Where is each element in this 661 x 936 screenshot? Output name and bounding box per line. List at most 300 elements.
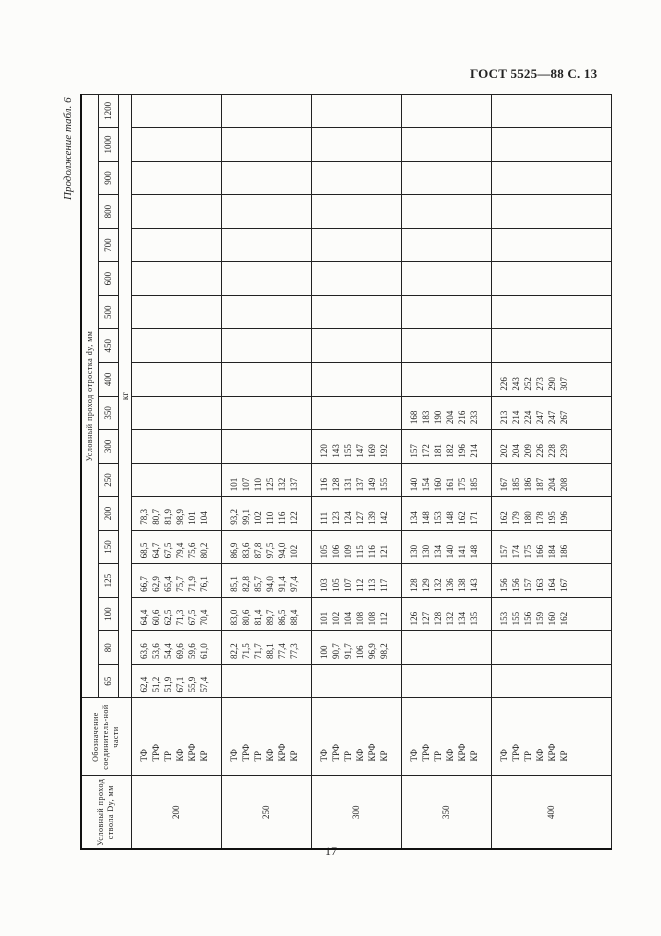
weight-value: 97,5 bbox=[264, 542, 275, 559]
weight-cell bbox=[221, 396, 311, 430]
weight-cell bbox=[491, 94, 611, 128]
designation: КФ bbox=[444, 748, 455, 762]
weight-cell bbox=[131, 94, 221, 128]
designation: КФ bbox=[264, 748, 275, 762]
table-row bbox=[311, 94, 401, 849]
weight-cell bbox=[221, 530, 311, 564]
weight-value: 157 bbox=[408, 444, 419, 458]
weight-value: 147 bbox=[354, 444, 365, 458]
weight-cell bbox=[131, 329, 221, 363]
weight-value: 53,6 bbox=[150, 643, 161, 659]
weight-value: 213 bbox=[498, 410, 509, 425]
weight-value: 132 bbox=[444, 611, 455, 626]
designation: ТР bbox=[522, 750, 533, 762]
weight-cell bbox=[221, 597, 311, 631]
weight-value: 208 bbox=[558, 477, 569, 492]
weight-cell bbox=[311, 195, 401, 229]
weight-value: 157 bbox=[498, 544, 509, 559]
designation: ТРФ bbox=[150, 744, 161, 762]
designation: ТФ bbox=[408, 749, 419, 762]
weight-cell bbox=[131, 161, 221, 195]
weight-value: 75,7 bbox=[174, 576, 185, 592]
weight-value: 196 bbox=[456, 444, 467, 458]
weight-cell bbox=[221, 564, 311, 598]
weight-cell bbox=[491, 195, 611, 229]
weight-value: 77,4 bbox=[276, 643, 287, 659]
weight-value: 104 bbox=[342, 611, 353, 626]
weight-value: 122 bbox=[288, 511, 299, 525]
weight-cell bbox=[311, 295, 401, 329]
header-branch-150: 150 bbox=[98, 530, 118, 564]
header-branch-65: 65 bbox=[98, 664, 118, 698]
weight-cell bbox=[221, 664, 311, 698]
weight-value: 63,6 bbox=[138, 643, 149, 659]
weight-cell bbox=[401, 430, 491, 464]
weight-cell bbox=[311, 564, 401, 598]
weight-cell bbox=[401, 564, 491, 598]
weight-value: 71,9 bbox=[186, 576, 197, 592]
weight-value: 196 bbox=[558, 511, 569, 525]
header-unit: кг bbox=[118, 94, 131, 698]
weight-value: 105 bbox=[330, 578, 341, 592]
weight-value: 131 bbox=[342, 477, 353, 492]
weight-cell bbox=[491, 564, 611, 598]
weight-cell bbox=[491, 161, 611, 195]
stem-size: 400 bbox=[491, 776, 611, 849]
weight-value: 181 bbox=[432, 444, 443, 458]
weight-value: 161 bbox=[444, 477, 455, 492]
designation: ТРФ bbox=[240, 744, 251, 762]
weight-value: 162 bbox=[456, 511, 467, 525]
weight-value: 125 bbox=[264, 477, 275, 492]
weight-value: 153 bbox=[498, 611, 509, 626]
weight-value: 117 bbox=[378, 578, 389, 592]
designation: КРФ bbox=[546, 743, 557, 762]
weight-value: 127 bbox=[354, 511, 365, 525]
weight-value: 167 bbox=[558, 578, 569, 592]
weight-value: 140 bbox=[408, 477, 419, 492]
weight-cell bbox=[311, 329, 401, 363]
weight-cell bbox=[491, 329, 611, 363]
stem-size: 250 bbox=[221, 776, 311, 849]
weight-value: 184 bbox=[546, 544, 557, 559]
weight-value: 68,5 bbox=[138, 542, 149, 559]
weight-value: 81,9 bbox=[162, 509, 173, 525]
weight-value: 160 bbox=[432, 477, 443, 492]
weight-value: 85,1 bbox=[228, 576, 239, 592]
weight-value: 239 bbox=[558, 444, 569, 458]
header-branch-250: 250 bbox=[98, 463, 118, 497]
weight-value: 159 bbox=[534, 611, 545, 626]
table-row bbox=[131, 94, 221, 849]
weight-cell bbox=[401, 295, 491, 329]
designation-list bbox=[131, 698, 221, 776]
weight-cell bbox=[131, 295, 221, 329]
weight-value: 77,3 bbox=[288, 643, 299, 659]
weight-cell bbox=[131, 564, 221, 598]
weight-value: 155 bbox=[510, 611, 521, 626]
designation: КРФ bbox=[456, 743, 467, 762]
header-branch-1000: 1000 bbox=[98, 128, 118, 162]
weight-value: 156 bbox=[510, 578, 521, 592]
weight-value: 66,7 bbox=[138, 576, 149, 592]
weight-value: 209 bbox=[522, 444, 533, 458]
designation-list bbox=[221, 698, 311, 776]
weight-value: 182 bbox=[444, 444, 455, 458]
weight-value: 226 bbox=[498, 377, 509, 391]
weight-cell bbox=[131, 631, 221, 665]
weight-value: 134 bbox=[456, 611, 467, 626]
weight-value: 57,4 bbox=[198, 676, 209, 693]
weight-value: 128 bbox=[330, 477, 341, 492]
weight-value: 153 bbox=[432, 511, 443, 525]
weight-value: 104 bbox=[198, 511, 209, 525]
weight-value: 61,0 bbox=[198, 643, 209, 659]
weight-value: 80,7 bbox=[150, 509, 161, 525]
weight-value: 190 bbox=[432, 410, 443, 425]
weight-value: 128 bbox=[408, 578, 419, 592]
designation: КРФ bbox=[276, 743, 287, 762]
weight-cell bbox=[491, 228, 611, 262]
designation: КР bbox=[378, 750, 389, 762]
designation: КР bbox=[198, 750, 209, 762]
weight-value: 216 bbox=[456, 410, 467, 425]
weight-cell bbox=[401, 195, 491, 229]
weight-value: 186 bbox=[558, 544, 569, 559]
weight-value: 247 bbox=[534, 410, 545, 425]
weight-cell bbox=[221, 195, 311, 229]
weight-value: 112 bbox=[354, 578, 365, 592]
weight-table bbox=[80, 94, 612, 850]
weight-value: 137 bbox=[354, 477, 365, 492]
weight-value: 130 bbox=[420, 544, 431, 559]
weight-value: 214 bbox=[510, 410, 521, 425]
weight-cell bbox=[491, 295, 611, 329]
weight-value: 64,7 bbox=[150, 542, 161, 559]
table-continuation-label: Продолжение табл. 6 bbox=[62, 97, 74, 200]
weight-value: 171 bbox=[468, 511, 479, 525]
header-branch-size: Условный проход отростка dy, мм bbox=[81, 94, 98, 698]
weight-value: 224 bbox=[522, 410, 533, 425]
weight-value: 202 bbox=[498, 444, 509, 458]
weight-value: 204 bbox=[510, 444, 521, 458]
weight-value: 94,0 bbox=[276, 542, 287, 559]
designation: ТРФ bbox=[330, 744, 341, 762]
weight-value: 67,1 bbox=[174, 676, 185, 693]
designation: ТР bbox=[162, 750, 173, 762]
weight-cell bbox=[491, 430, 611, 464]
weight-cell bbox=[221, 128, 311, 162]
weight-value: 98,9 bbox=[174, 509, 185, 525]
weight-cell bbox=[311, 430, 401, 464]
weight-value: 86,5 bbox=[276, 609, 287, 626]
weight-cell bbox=[131, 430, 221, 464]
weight-value: 160 bbox=[546, 611, 557, 626]
weight-value: 185 bbox=[510, 477, 521, 492]
header-branch-125: 125 bbox=[98, 564, 118, 598]
weight-value: 82,8 bbox=[240, 576, 251, 592]
weight-table-rotated bbox=[80, 95, 612, 850]
weight-value: 62,9 bbox=[150, 576, 161, 592]
weight-value: 155 bbox=[378, 477, 389, 492]
weight-cell bbox=[221, 497, 311, 531]
header-branch-100: 100 bbox=[98, 597, 118, 631]
weight-value: 116 bbox=[366, 545, 377, 559]
designation-list bbox=[491, 698, 611, 776]
weight-cell bbox=[311, 631, 401, 665]
designation: ТРФ bbox=[420, 744, 431, 762]
weight-value: 156 bbox=[498, 578, 509, 592]
weight-value: 107 bbox=[240, 477, 251, 492]
weight-value: 204 bbox=[546, 477, 557, 492]
weight-value: 103 bbox=[318, 578, 329, 592]
weight-value: 187 bbox=[534, 477, 545, 492]
weight-value: 86,9 bbox=[228, 542, 239, 559]
weight-cell bbox=[221, 161, 311, 195]
weight-value: 140 bbox=[444, 544, 455, 559]
weight-cell bbox=[491, 597, 611, 631]
header-branch-1200: 1200 bbox=[98, 94, 118, 128]
weight-value: 139 bbox=[366, 511, 377, 525]
weight-cell bbox=[221, 363, 311, 397]
weight-value: 79,4 bbox=[174, 542, 185, 559]
weight-value: 110 bbox=[264, 511, 275, 525]
weight-value: 108 bbox=[354, 611, 365, 626]
weight-value: 148 bbox=[420, 511, 431, 525]
weight-value: 101 bbox=[318, 611, 329, 626]
weight-cell bbox=[401, 228, 491, 262]
weight-value: 115 bbox=[354, 545, 365, 559]
weight-cell bbox=[221, 430, 311, 464]
weight-value: 148 bbox=[468, 544, 479, 559]
weight-value: 83,6 bbox=[240, 542, 251, 559]
weight-value: 80,6 bbox=[240, 609, 251, 626]
designation: ТР bbox=[432, 750, 443, 762]
header-designation: Обозначение соединитель-ной части bbox=[81, 698, 131, 776]
weight-value: 65,4 bbox=[162, 576, 173, 592]
weight-cell bbox=[221, 463, 311, 497]
weight-value: 148 bbox=[444, 511, 455, 525]
weight-value: 195 bbox=[546, 511, 557, 525]
header-stem-size: Условный проход ствола Dy, мм bbox=[81, 776, 131, 849]
weight-value: 88,1 bbox=[264, 643, 275, 659]
stem-size: 350 bbox=[401, 776, 491, 849]
header-branch-800: 800 bbox=[98, 195, 118, 229]
weight-cell bbox=[131, 363, 221, 397]
weight-value: 228 bbox=[546, 444, 557, 458]
weight-cell bbox=[491, 497, 611, 531]
weight-cell bbox=[401, 664, 491, 698]
weight-value: 179 bbox=[510, 511, 521, 525]
weight-cell bbox=[221, 262, 311, 296]
weight-value: 62,4 bbox=[138, 676, 149, 693]
weight-value: 106 bbox=[354, 645, 365, 659]
designation: ТФ bbox=[138, 749, 149, 762]
weight-value: 307 bbox=[558, 377, 569, 391]
weight-cell bbox=[311, 597, 401, 631]
stem-size: 300 bbox=[311, 776, 401, 849]
weight-value: 247 bbox=[546, 410, 557, 425]
weight-value: 166 bbox=[534, 544, 545, 559]
weight-cell bbox=[131, 664, 221, 698]
weight-value: 67,5 bbox=[186, 609, 197, 626]
weight-value: 80,2 bbox=[198, 542, 209, 559]
weight-cell bbox=[491, 128, 611, 162]
weight-value: 105 bbox=[318, 544, 329, 559]
weight-value: 174 bbox=[510, 544, 521, 559]
page-number: 17 bbox=[325, 844, 337, 858]
weight-value: 149 bbox=[366, 477, 377, 492]
weight-value: 243 bbox=[510, 377, 521, 391]
designation: ТР bbox=[342, 750, 353, 762]
weight-value: 130 bbox=[408, 544, 419, 559]
weight-cell bbox=[311, 128, 401, 162]
weight-cell bbox=[491, 631, 611, 665]
weight-cell bbox=[491, 363, 611, 397]
weight-value: 107 bbox=[342, 578, 353, 592]
weight-cell bbox=[401, 128, 491, 162]
weight-cell bbox=[401, 329, 491, 363]
weight-value: 157 bbox=[522, 578, 533, 592]
designation: ТФ bbox=[318, 749, 329, 762]
weight-cell bbox=[131, 597, 221, 631]
weight-value: 91,4 bbox=[276, 576, 287, 592]
weight-value: 124 bbox=[342, 511, 353, 525]
designation: КРФ bbox=[186, 743, 197, 762]
page-header: ГОСТ 5525—88 С. 13 bbox=[470, 66, 598, 81]
weight-cell bbox=[311, 497, 401, 531]
weight-cell bbox=[311, 161, 401, 195]
weight-cell bbox=[221, 94, 311, 128]
weight-value: 267 bbox=[558, 410, 569, 425]
weight-value: 75,6 bbox=[186, 542, 197, 559]
header-branch-350: 350 bbox=[98, 396, 118, 430]
weight-cell bbox=[311, 228, 401, 262]
weight-value: 252 bbox=[522, 377, 533, 391]
weight-cell bbox=[131, 530, 221, 564]
weight-value: 156 bbox=[522, 611, 533, 626]
weight-cell bbox=[401, 631, 491, 665]
table-row bbox=[401, 94, 491, 849]
weight-value: 51,2 bbox=[150, 676, 161, 693]
weight-value: 98,2 bbox=[378, 643, 389, 659]
weight-cell bbox=[401, 597, 491, 631]
weight-cell bbox=[131, 497, 221, 531]
header-branch-500: 500 bbox=[98, 295, 118, 329]
designation: КР bbox=[468, 750, 479, 762]
weight-value: 99,1 bbox=[240, 509, 251, 525]
designation: ТФ bbox=[228, 749, 239, 762]
weight-value: 180 bbox=[522, 511, 533, 525]
weight-value: 121 bbox=[378, 544, 389, 559]
weight-value: 88,4 bbox=[288, 609, 299, 626]
weight-value: 110 bbox=[252, 478, 263, 492]
weight-cell bbox=[491, 262, 611, 296]
weight-cell bbox=[311, 94, 401, 128]
weight-value: 102 bbox=[252, 511, 263, 525]
weight-value: 164 bbox=[546, 578, 557, 592]
weight-value: 137 bbox=[288, 477, 299, 492]
weight-cell bbox=[491, 463, 611, 497]
weight-value: 126 bbox=[408, 611, 419, 626]
table-row bbox=[221, 94, 311, 849]
weight-cell bbox=[491, 664, 611, 698]
weight-value: 214 bbox=[468, 444, 479, 458]
weight-value: 78,3 bbox=[138, 509, 149, 525]
weight-value: 106 bbox=[330, 544, 341, 559]
weight-value: 97,4 bbox=[288, 576, 299, 592]
weight-value: 100 bbox=[318, 645, 329, 659]
weight-value: 76,1 bbox=[198, 576, 209, 592]
weight-value: 67,5 bbox=[162, 542, 173, 559]
weight-value: 71,3 bbox=[174, 609, 185, 626]
weight-value: 162 bbox=[498, 511, 509, 525]
weight-value: 138 bbox=[456, 578, 467, 592]
weight-value: 134 bbox=[408, 511, 419, 525]
weight-value: 60,6 bbox=[150, 609, 161, 626]
weight-value: 69,6 bbox=[174, 643, 185, 659]
weight-cell bbox=[401, 497, 491, 531]
header-branch-700: 700 bbox=[98, 228, 118, 262]
weight-value: 94,0 bbox=[264, 576, 275, 592]
weight-cell bbox=[131, 128, 221, 162]
weight-value: 112 bbox=[378, 612, 389, 626]
weight-value: 192 bbox=[378, 444, 389, 458]
weight-value: 185 bbox=[468, 477, 479, 492]
weight-value: 273 bbox=[534, 377, 545, 391]
weight-value: 175 bbox=[456, 477, 467, 492]
weight-value: 70,4 bbox=[198, 609, 209, 626]
weight-value: 83,0 bbox=[228, 609, 239, 626]
weight-value: 172 bbox=[420, 444, 431, 458]
weight-value: 129 bbox=[420, 578, 431, 592]
weight-value: 204 bbox=[444, 410, 455, 425]
header-branch-200: 200 bbox=[98, 497, 118, 531]
weight-value: 89,7 bbox=[264, 609, 275, 626]
weight-cell bbox=[131, 463, 221, 497]
table-row bbox=[491, 94, 611, 849]
designation: КРФ bbox=[366, 743, 377, 762]
designation-list bbox=[311, 698, 401, 776]
weight-value: 141 bbox=[456, 544, 467, 559]
weight-value: 101 bbox=[186, 511, 197, 525]
weight-value: 135 bbox=[468, 611, 479, 626]
weight-value: 87,8 bbox=[252, 542, 263, 559]
weight-value: 102 bbox=[288, 544, 299, 559]
weight-cell bbox=[401, 463, 491, 497]
designation: КР bbox=[288, 750, 299, 762]
weight-value: 123 bbox=[330, 511, 341, 525]
weight-value: 51,9 bbox=[162, 676, 173, 693]
stem-size: 200 bbox=[131, 776, 221, 849]
weight-value: 169 bbox=[366, 444, 377, 458]
weight-value: 175 bbox=[522, 544, 533, 559]
weight-value: 62,5 bbox=[162, 609, 173, 626]
weight-value: 116 bbox=[276, 511, 287, 525]
designation: КФ bbox=[534, 748, 545, 762]
weight-value: 178 bbox=[534, 511, 545, 525]
weight-value: 134 bbox=[432, 544, 443, 559]
weight-cell bbox=[311, 463, 401, 497]
header-branch-300: 300 bbox=[98, 430, 118, 464]
weight-value: 233 bbox=[468, 410, 479, 425]
designation-list bbox=[401, 698, 491, 776]
header-branch-900: 900 bbox=[98, 161, 118, 195]
weight-value: 82,2 bbox=[228, 643, 239, 659]
weight-value: 167 bbox=[498, 477, 509, 492]
weight-value: 85,7 bbox=[252, 576, 263, 592]
weight-value: 163 bbox=[534, 578, 545, 592]
